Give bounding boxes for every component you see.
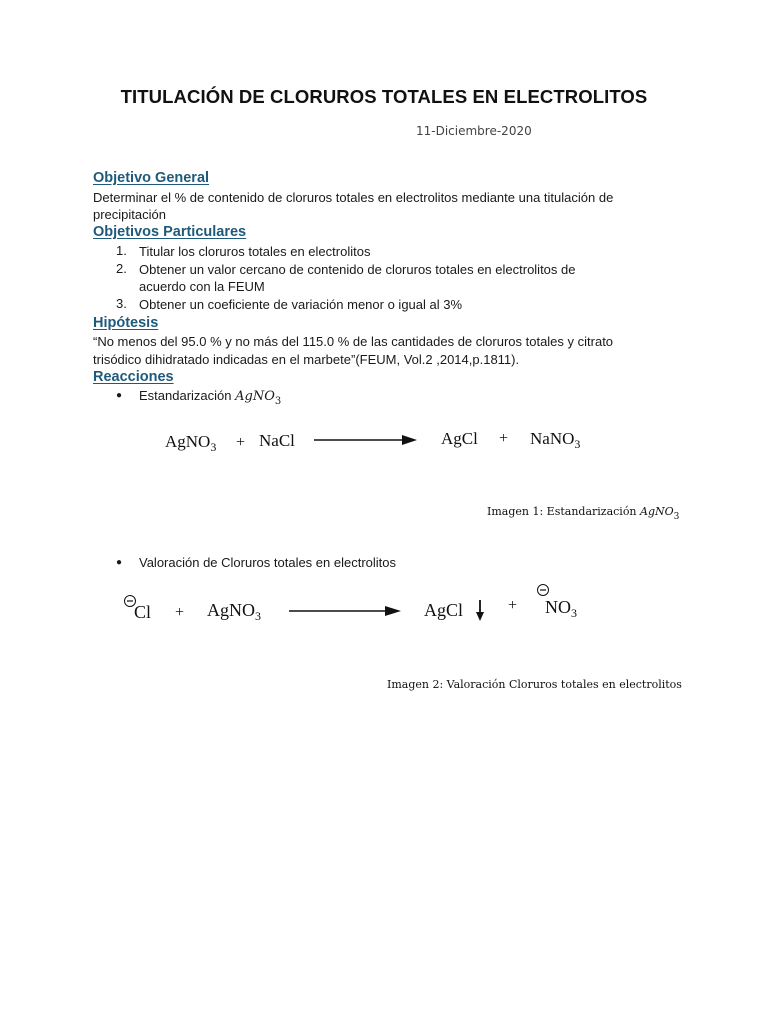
eq1-reactant-1-subscript: 3 [210, 440, 217, 454]
precipitate-arrow-icon [474, 600, 486, 622]
caption-1-subscript: 3 [673, 512, 680, 522]
eq2-product-2-text: NO [545, 597, 571, 617]
reaction-item-2: Valoración de Cloruros totales en electrolitos [139, 555, 397, 570]
bullet-icon: ● [116, 390, 123, 401]
eq1-product-1: AgCl [441, 429, 478, 448]
list-item-continuation: acuerdo con la FEUM [139, 279, 265, 294]
eq1-reactant-1-text: AgNO [165, 432, 211, 451]
reaction-item-1-formula [235, 389, 282, 407]
objetivo-general-text-line2: precipitación [93, 207, 166, 222]
eq2-plus-1: + [175, 604, 185, 621]
heading-objetivo-general: Objetivo General [93, 170, 210, 186]
hipotesis-text-line2: trisódico dihidratado indicadas en el marbete”(FEUM, Vol.2 ,2014,p.1811). [93, 352, 520, 367]
caption-imagen-2: Imagen 2: Valoración Cloruros totales en electrolitos [387, 678, 682, 691]
eq1-reactant-2: NaCl [259, 431, 295, 450]
caption-1-text: Imagen 1: Estandarización [487, 505, 641, 518]
reaction-arrow-icon [289, 603, 403, 619]
list-item: Obtener un coeficiente de variación menor o igual al 3% [139, 297, 463, 312]
document-date: 11-Diciembre-2020 [416, 124, 532, 138]
hipotesis-text-line1: “No menos del 95.0 % y no más del 115.0 % de las cantidades de cloruros totales y citrato [93, 334, 614, 349]
reaction-item-1-label: Estandarización [139, 388, 236, 403]
heading-reacciones: Reacciones [93, 369, 174, 385]
list-item-number: 2. [116, 261, 127, 276]
eq2-product-2 [545, 597, 577, 621]
eq2-reactant-1: Cl [134, 602, 152, 622]
bullet-icon: ● [116, 557, 123, 568]
reaction-item-1 [139, 387, 281, 411]
list-item: Titular los cloruros totales en electrolitos [139, 244, 371, 259]
eq1-reactant-1 [165, 432, 216, 455]
eq1-plus-1: + [236, 434, 246, 451]
eq1-product-2-subscript: 3 [574, 437, 581, 451]
eq2-product-2-subscript: 3 [571, 606, 577, 620]
eq1-product-2 [530, 429, 580, 452]
eq2-product-1: AgCl [424, 600, 464, 620]
list-item-number: 3. [116, 296, 127, 311]
formula-subscript: 3 [274, 396, 282, 407]
formula-text: AgNO [235, 389, 275, 404]
eq2-reactant-2-text: AgNO [207, 600, 255, 620]
document-title: TITULACIÓN DE CLORUROS TOTALES EN ELECTROLITOS [120, 86, 648, 107]
negative-charge-icon [536, 583, 550, 597]
list-item: Obtener un valor cercano de contenido de cloruros totales en electrolitos de [139, 262, 576, 277]
eq2-reactant-2-subscript: 3 [255, 609, 261, 623]
caption-1-formula: AgNO [640, 505, 674, 518]
list-item-number: 1. [116, 243, 127, 258]
heading-objetivos-particulares: Objetivos Particulares [93, 224, 247, 240]
caption-imagen-1 [487, 505, 679, 522]
heading-hipotesis: Hipótesis [93, 315, 159, 331]
objetivo-general-text-line1: Determinar el % de contenido de cloruros totales en electrolitos mediante una titulación de [93, 190, 614, 205]
eq1-product-2-text: NaNO [530, 429, 575, 448]
reaction-arrow-icon [314, 432, 418, 448]
eq2-reactant-2 [207, 600, 261, 624]
eq2-plus-2: + [508, 597, 518, 614]
eq1-plus-2: + [499, 430, 509, 447]
